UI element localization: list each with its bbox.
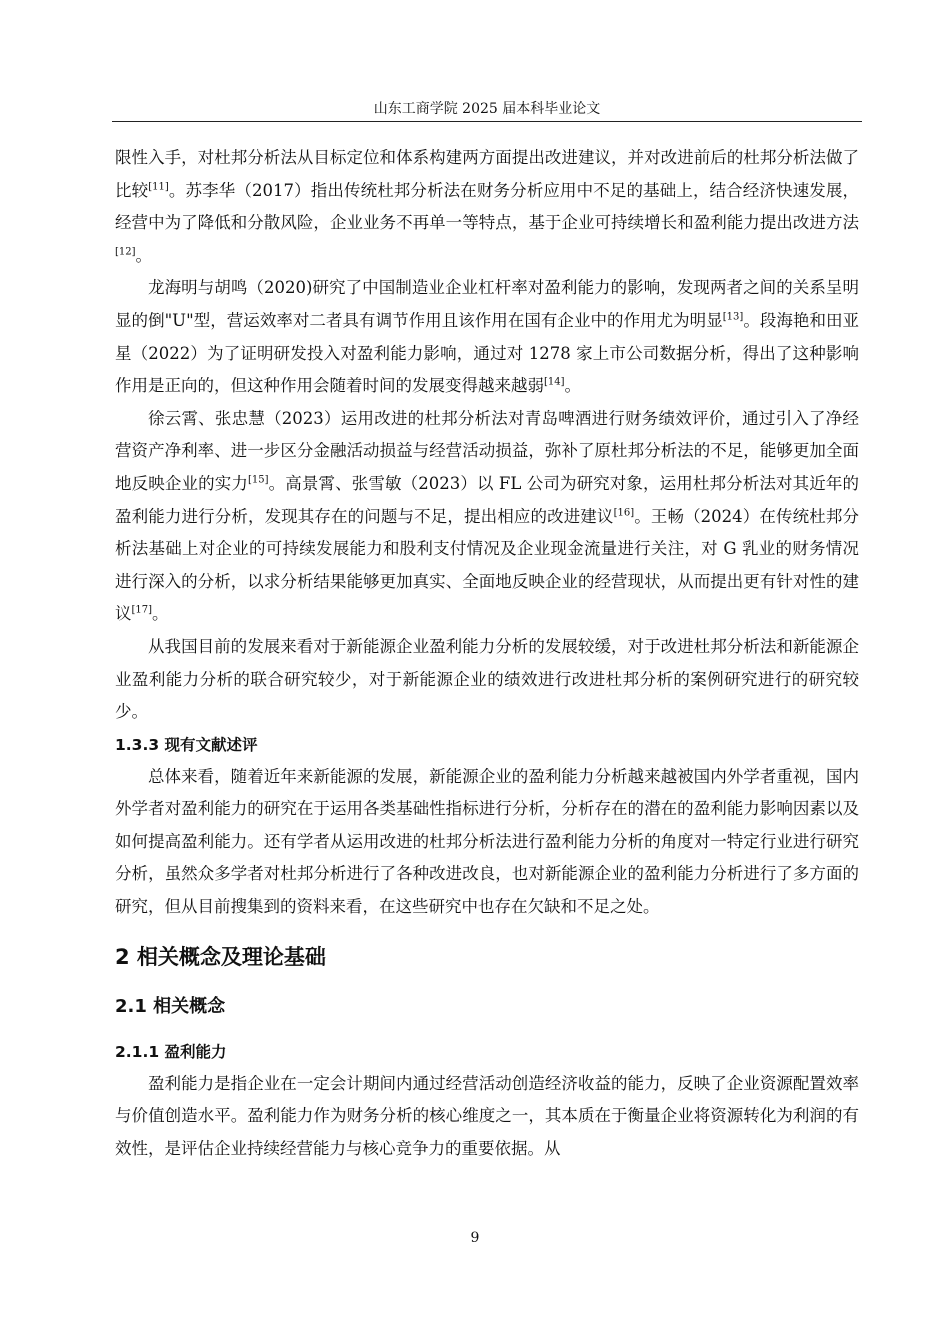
page-number: 9: [470, 1230, 480, 1246]
running-header: 山东工商学院 2025 届本科毕业论文: [373, 101, 601, 117]
citation-11: [11]: [148, 181, 169, 193]
paragraph-continued: [115, 142, 859, 272]
citation-13: [13]: [722, 311, 744, 323]
text-run: 。: [135, 245, 153, 265]
text-run: 龙海明与胡鸣（2020)研究了中国制造业企业杠杆率对盈利能力的影响，发现两者之间的关系呈明显的倒"U"型，营运效率对二者具有调节作用且该作用在国有企业中的作用尤为明显: [115, 278, 859, 330]
text-run: 。高景霄、张雪敏（2023）以 FL 公司为研究对象，运用杜邦分析法对其近年的盈利能力进行分析，发现其存在的问题与不足，提出相应的改进建议: [115, 473, 859, 526]
citation-16: [16]: [613, 507, 635, 519]
paragraph-profitability-definition: 盈利能力是指企业在一定会计期间内通过经营活动创造经济收益的能力，反映了企业资源配置效率与价值创造水平。盈利能力作为财务分析的核心维度之一，其本质在于衡量企业将资源转化为利润的有效性，是评估企业持续经营能力与核心竞争力的重要依据。从: [115, 1073, 859, 1158]
citation-15: [15]: [247, 474, 269, 486]
text-run: 限性入手，对杜邦分析法从目标定位和体系构建两方面提出改进建议，并对改进前后的杜邦分析法做了比较: [115, 148, 859, 200]
paragraph-dupont-cases: [115, 403, 859, 631]
text-run: 。王畅（2024）在传统杜邦分析法基础上对企业的可持续发展能力和股利支付情况及企业现金流量进行关注，对 G 乳业的财务情况进行深入的分析，以求分析结果能够更加真实、全面地反映企业的经营现状，从而提出更有针对性的建议: [115, 506, 860, 624]
text-run: 。: [564, 376, 582, 396]
text-run: 徐云霄、张忠慧（2023）运用改进的杜邦分析法对青岛啤酒进行财务绩效评价，通过引入了净经营资产净利率、进一步区分金融活动损益与经营活动损益，弥补了原杜邦分析法的不足，能够更加全面地反映企业的实力: [115, 408, 859, 493]
text-run: 。段海艳和田亚星（2022）为了证明研发投入对盈利能力影响，通过对 1278 家上市公司数据分析，得出了这种影响作用是正向的，但这种作用会随着时间的发展变得越来越弱: [115, 310, 860, 396]
citation-14: [14]: [544, 376, 565, 388]
citation-12: [12]: [115, 246, 136, 258]
heading-2-1: 2.1 相关概念: [115, 995, 226, 1017]
heading-1-3-3: 1.3.3 现有文献述评: [115, 735, 258, 754]
paragraph-domestic-status: 从我国目前的发展来看对于新能源企业盈利能力分析的发展较缓，对于改进杜邦分析法和新能源企业盈利能力分析的联合研究较少，对于新能源企业的绩效进行改进杜邦分析的案例研究进行的研究较少。: [115, 636, 859, 722]
text-run: 。: [152, 604, 169, 624]
heading-2-1-1: 2.1.1 盈利能力: [115, 1042, 227, 1061]
paragraph-leverage: [115, 272, 859, 402]
body-content: [115, 142, 859, 1165]
chapter-2-heading: 2 相关概念及理论基础: [115, 944, 326, 969]
header-rule: [112, 121, 862, 122]
citation-17: [17]: [131, 604, 153, 616]
text-run: 。苏李华（2017）指出传统杜邦分析法在财务分析应用中不足的基础上，结合经济快速发展，经营中为了降低和分散风险，企业业务不再单一等特点，基于企业可持续增长和盈利能力提出改进方法: [115, 180, 860, 233]
paragraph-review: 总体来看，随着近年来新能源的发展，新能源企业的盈利能力分析越来越被国内外学者重视，国内外学者对盈利能力的研究在于运用各类基础性指标进行分析，分析存在的潜在的盈利能力影响因素以及如何提高盈利能力。还有学者从运用改进的杜邦分析法进行盈利能力分析的角度对一特定行业进行研究分析，虽然众多学者对杜邦分析进行了各种改进改良，也对新能源企业的盈利能力分析进行了多方面的研究，但从目前搜集到的资料来看，在这些研究中也存在欠缺和不足之处。: [115, 766, 859, 917]
